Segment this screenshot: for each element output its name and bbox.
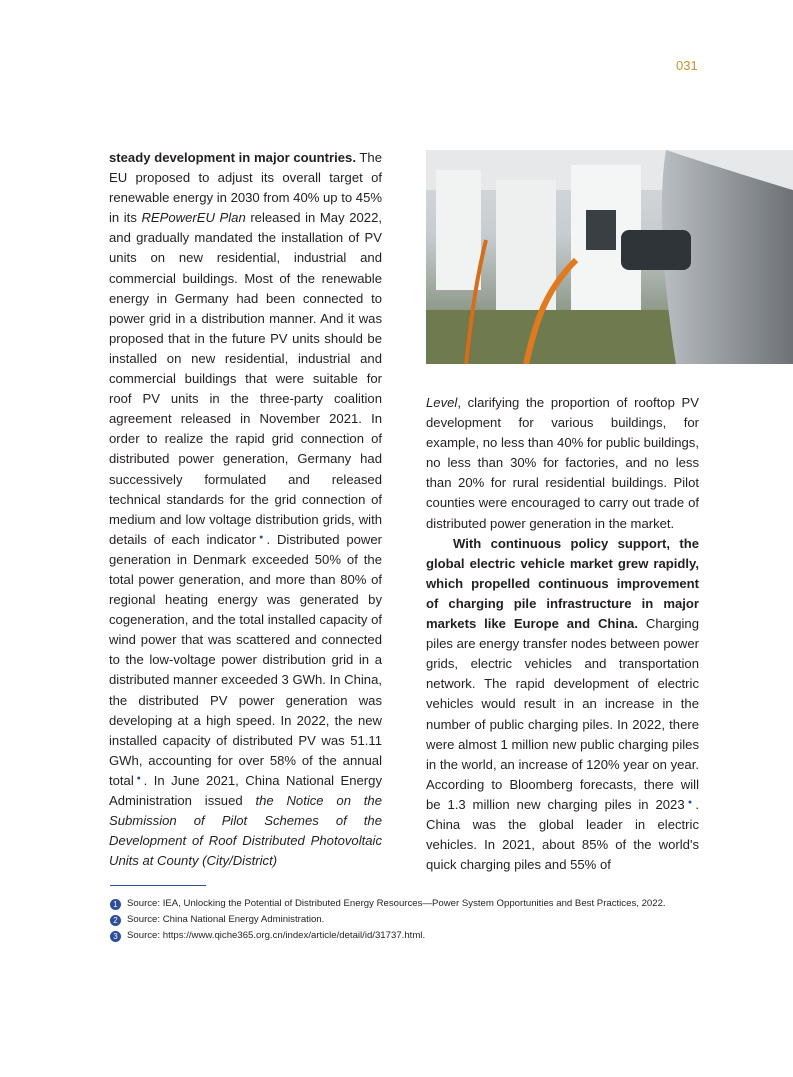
italic-title: the Notice on the Submission of Pilot Schemes of the Development of Roof Distributed Photovoltaic Units at County (City/District) xyxy=(109,793,382,869)
body-text: released in May 2022, and gradually mandated the installation of PV units on new residential, industrial and commercial buildings. Most of the renewable energy in Germany had been connected to power grid in a distribution manner. And it was proposed that in the future PV units should be installed on new residential, industrial and commercial buildings that were suitable for roof PV units in the three-party coalition agreement released in November 2021. In order to realize the rapid grid connection of distributed power generation, Germany had successively formulated and released technical standards for the grid connection of medium and low voltage distribution grids, with details of each indicator xyxy=(109,210,382,547)
paragraph xyxy=(109,148,382,871)
body-text: . In June 2021, China National Energy Administration issued xyxy=(109,772,382,808)
footnote-divider xyxy=(110,885,206,886)
footnote-ref-2[interactable]: ● xyxy=(133,774,144,782)
body-text: Charging piles are energy transfer nodes between power grids, electric vehicles and transportation network. The rapid development of electric vehicles would result in an increase in the number of public charging piles. In 2022, there were almost 1 million new public charging piles in the world, an increase of 120% year on year. According to Bloomberg forecasts, there will be 1.3 million new charging piles in 2023 xyxy=(426,616,699,812)
italic-title: Level xyxy=(426,395,458,410)
footnote-text: Source: IEA, Unlocking the Potential of Distributed Energy Resources—Power System Opportunities and Best Practices, 2022. xyxy=(127,898,666,909)
footnote-number-icon: 3 xyxy=(110,931,121,942)
page-number: 031 xyxy=(676,58,698,73)
body-text: , clarifying the proportion of rooftop PV development for various buildings, for example, no less than 40% for public buildings, no less than 30% for factories, and no less than 20% for rural residential buildings. Pilot counties were encouraged to carry out trade of distributed power generation in the market. xyxy=(426,395,699,531)
footnote-ref-1[interactable]: ● xyxy=(256,533,267,541)
body-text: . Distributed power generation in Denmark exceeded 50% of the total power generation, and more than 80% of regional heating energy was generated by cogeneration, and the total installed capacity of wind power that was scattered and connected to the low-voltage power distribution grid in a distributed manner exceeded 3 GWh. In China, the distributed PV power generation was developing at a high speed. In 2022, the new installed capacity of distributed PV was 51.11 GWh, accounting for over 58% of the annual total xyxy=(109,531,382,788)
body-text: The EU proposed to adjust its overall target of renewable energy in 2030 from 40% up to 45% in its xyxy=(109,150,382,226)
footnote-ref-3[interactable]: ● xyxy=(684,798,696,806)
italic-title: REPowerEU Plan xyxy=(141,210,246,226)
footnote-3 xyxy=(110,930,700,942)
footnote-number-icon: 2 xyxy=(110,915,121,926)
photo-illustration xyxy=(426,150,793,364)
footnotes xyxy=(110,898,700,946)
lead-bold-text: With continuous policy support, the global electric vehicle market grew rapidly, which propelled continuous improvement of charging pile infrastructure in major markets like Europe and China. xyxy=(426,535,699,632)
lead-bold-text: steady development in major countries. xyxy=(109,150,356,165)
paragraph xyxy=(426,534,699,876)
footnote-number-icon: 1 xyxy=(110,899,121,910)
right-column-text xyxy=(426,393,699,875)
body-text: . China was the global leader in electric vehicles. In 2021, about 85% of the world's quick charging piles and 55% of xyxy=(426,796,699,873)
ev-charging-station-photo xyxy=(426,150,793,364)
left-column-text xyxy=(109,148,382,871)
paragraph xyxy=(426,393,699,534)
footnote-2 xyxy=(110,914,700,926)
footnote-text[interactable]: Source: https://www.qiche365.org.cn/index/article/detail/id/31737.html. xyxy=(127,930,426,941)
footnote-1 xyxy=(110,898,700,910)
footnote-text: Source: China National Energy Administration. xyxy=(127,914,325,925)
